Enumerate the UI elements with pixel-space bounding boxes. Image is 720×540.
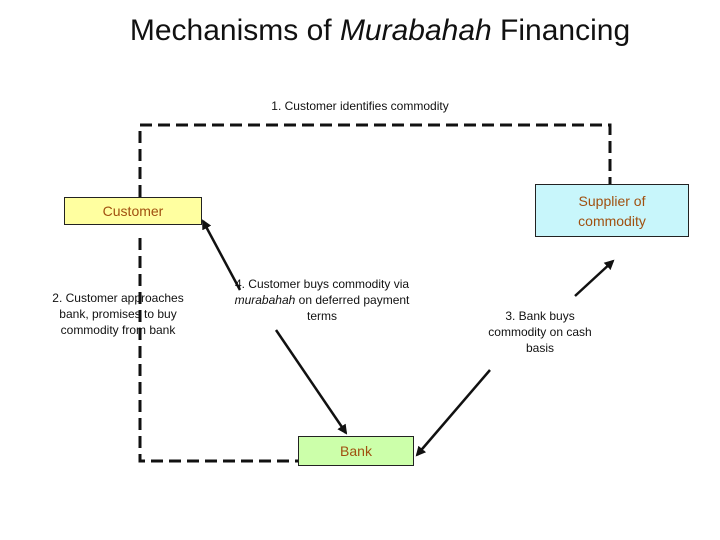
title-text-italic: Murabahah	[339, 14, 492, 47]
step1-label: 1. Customer identifies commodity	[271, 99, 449, 113]
step2-dashed-connector	[140, 238, 298, 461]
arrow-to-bank	[276, 330, 346, 433]
supplier-node-label: Supplier of commodity	[578, 192, 646, 229]
supplier-node	[535, 184, 689, 237]
step4-text-start: 4. Customer buys commodity via	[234, 277, 410, 291]
customer-node	[64, 197, 202, 225]
step3-label: 3. Bank buys commodity on cash basis	[488, 309, 592, 355]
step4-label	[220, 276, 424, 324]
step4-text-italic: murabahah	[234, 293, 296, 307]
customer-node-label: Customer	[102, 203, 164, 219]
step2-label: 2. Customer approaches bank, promises to buy commodity from bank	[52, 291, 184, 337]
title-text-start: Mechanisms of	[129, 14, 340, 47]
title-text-end: Financing	[491, 14, 631, 47]
bank-node	[298, 436, 414, 466]
arrow-bank-supplier	[417, 370, 490, 455]
step4-text-end: on deferred payment terms	[295, 293, 410, 323]
arrow-to-supplier	[575, 261, 613, 296]
bank-node-label: Bank	[340, 443, 372, 459]
